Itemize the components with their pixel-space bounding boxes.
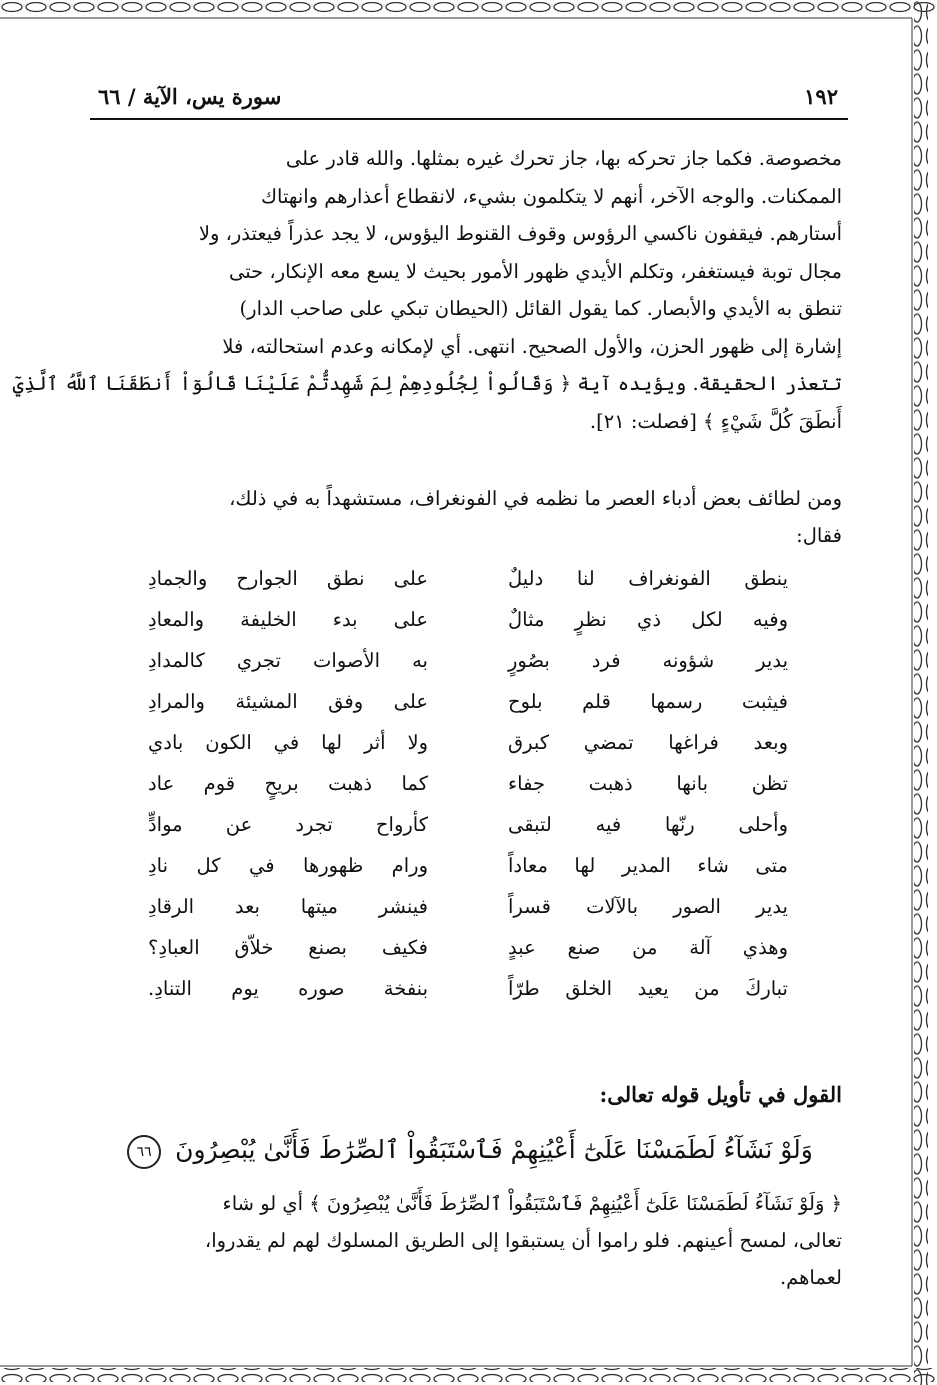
poem-first-hemistich: متى شاء المدير لها معاداً — [508, 854, 788, 877]
body-line: مجال توبة فيستغفر، وتكلم الأيدي ظهور الأمور بحيث لا يسع معه الإنكار، حتى — [229, 259, 842, 283]
poem-verse — [148, 731, 808, 772]
commentary-paragraph — [98, 1185, 842, 1296]
body-line: إشارة إلى ظهور الحزن، والأول الصحيح. انتهى. أي لإمكانه وعدم استحالته، فلا — [222, 334, 842, 358]
header-divider — [90, 118, 848, 120]
poem-first-hemistich: وبعد فراغها تمضي كبرق — [508, 731, 788, 754]
page-header — [90, 78, 848, 118]
body-line: مخصوصة. فكما جاز تحركه بها، جاز تحرك غيره بمثلها. والله قادر على — [285, 147, 842, 170]
poem-verse — [148, 854, 808, 895]
poem-first-hemistich: ينطق الفونغراف لنا دليلٌ — [508, 567, 788, 590]
book-page — [12, 62, 848, 1352]
poem-intro — [98, 480, 842, 554]
body-line: أَنطَقَ كُلَّ شَيْءٍ ﴾ [فصلت: ٢١]. — [589, 409, 842, 433]
poem-first-hemistich: وهذي آلة من صنع عبدٍ — [508, 936, 788, 959]
commentary-line: لعماهم. — [779, 1266, 842, 1289]
poem-second-hemistich: به الأصوات تجري كالمدادِ — [148, 649, 428, 672]
body-line: تنطق به الأيدي والأبصار. كما يقول القائل (الحيطان تبكي على صاحب الدار) — [239, 297, 842, 320]
verse-number-marker: ٦٦ — [127, 1135, 161, 1169]
poem-first-hemistich: يدير شؤونه فرد بصُورٍ — [508, 649, 788, 672]
poem-second-hemistich: ورام ظهورها في كل نادِ — [148, 854, 428, 877]
poem-second-hemistich: فكيف بصنع خلاّق العبادِ؟ — [148, 936, 428, 959]
poem-second-hemistich: ولا أثر لها في الكون بادي — [148, 731, 428, 754]
poem — [148, 567, 808, 1018]
section-heading: القول في تأويل قوله تعالى: — [599, 1082, 842, 1107]
poem-verse — [148, 977, 808, 1018]
page-number: ١٩٢ — [804, 84, 838, 109]
poem-second-hemistich: فينشر ميتها بعد الرقادِ — [148, 895, 428, 918]
poem-second-hemistich: على بدء الخليفة والمعادِ — [148, 608, 428, 631]
commentary-line: تعالى، لمسح أعينهم. فلو راموا أن يستبقوا إلى الطريق المسلوك لهم لم يقدروا، — [204, 1229, 842, 1252]
poem-verse — [148, 608, 808, 649]
poem-second-hemistich: على وفق المشيئة والمرادِ — [148, 690, 428, 713]
commentary-line: ﴿ وَلَوْ نَشَآءُ لَطَمَسْنَا عَلَىٰٓ أَعْيُنِهِمْ فَٱسْتَبَقُواْ ٱلصِّرَٰطَ فَأَنَّىٰ يُبْصِرُونَ ﴾ أي لو شاء — [222, 1192, 842, 1215]
intro-line: فقال: — [796, 524, 842, 547]
poem-verse — [148, 895, 808, 936]
poem-second-hemistich: كما ذهبت بريحٍ قوم عاد — [148, 772, 428, 795]
poem-first-hemistich: وأحلى رنّها فيه لتبقى — [508, 813, 788, 836]
poem-first-hemistich: يدير الصور بالآلات قسراً — [508, 895, 788, 918]
poem-second-hemistich: كأرواح تجرد عن موادٍّ — [148, 813, 428, 836]
poem-first-hemistich: تباركَ من يعيد الخلق طرّاً — [508, 977, 788, 1000]
poem-verse — [148, 690, 808, 731]
poem-first-hemistich: فيثبت رسمها قلم بلوح — [508, 690, 788, 713]
poem-verse — [148, 936, 808, 977]
poem-verse — [148, 649, 808, 690]
poem-verse — [148, 772, 808, 813]
body-line: أستارهم. فيقفون ناكسي الرؤوس وقوف القنوط اليؤوس، لا يجد عذراً فيعتذر، ولا — [198, 222, 842, 245]
quran-verse — [98, 1122, 842, 1178]
poem-second-hemistich: بنفخة صوره يوم التنادِ. — [148, 977, 428, 1000]
poem-verse — [148, 813, 808, 854]
body-line: تتعذر الحقيقة. ويؤيده آية ﴿ وَقَالُواْ لِجُلُودِهِمْ لِمَ شَهِدتُّمْ عَلَيْنَا قَالُوٓاْ أَنطَقَنَا ٱللَّهُ ٱلَّذِيٓ — [12, 372, 842, 395]
poem-first-hemistich: تظن بانها ذهبت جفاء — [508, 772, 788, 795]
poem-verse — [148, 567, 808, 608]
poem-second-hemistich: على نطق الجوارح والجمادِ — [148, 567, 428, 590]
verse-text: وَلَوْ نَشَآءُ لَطَمَسْنَا عَلَىٰٓ أَعْيُنِهِمْ فَٱسْتَبَقُواْ ٱلصِّرَٰطَ فَأَنَّىٰ يُبْصِرُونَ — [175, 1135, 813, 1164]
surah-title: سورة يس، الآية / ٦٦ — [98, 84, 282, 109]
intro-line: ومن لطائف بعض أدباء العصر ما نظمه في الفونغراف، مستشهداً به في ذلك، — [229, 487, 842, 510]
poem-first-hemistich: وفيه لكل ذي نظرٍ مثالٌ — [508, 608, 788, 631]
body-line: الممكنات. والوجه الآخر، أنهم لا يتكلمون بشيء، لانقطاع أعذارهم وانهتاك — [260, 184, 842, 208]
body-paragraph — [12, 140, 842, 440]
